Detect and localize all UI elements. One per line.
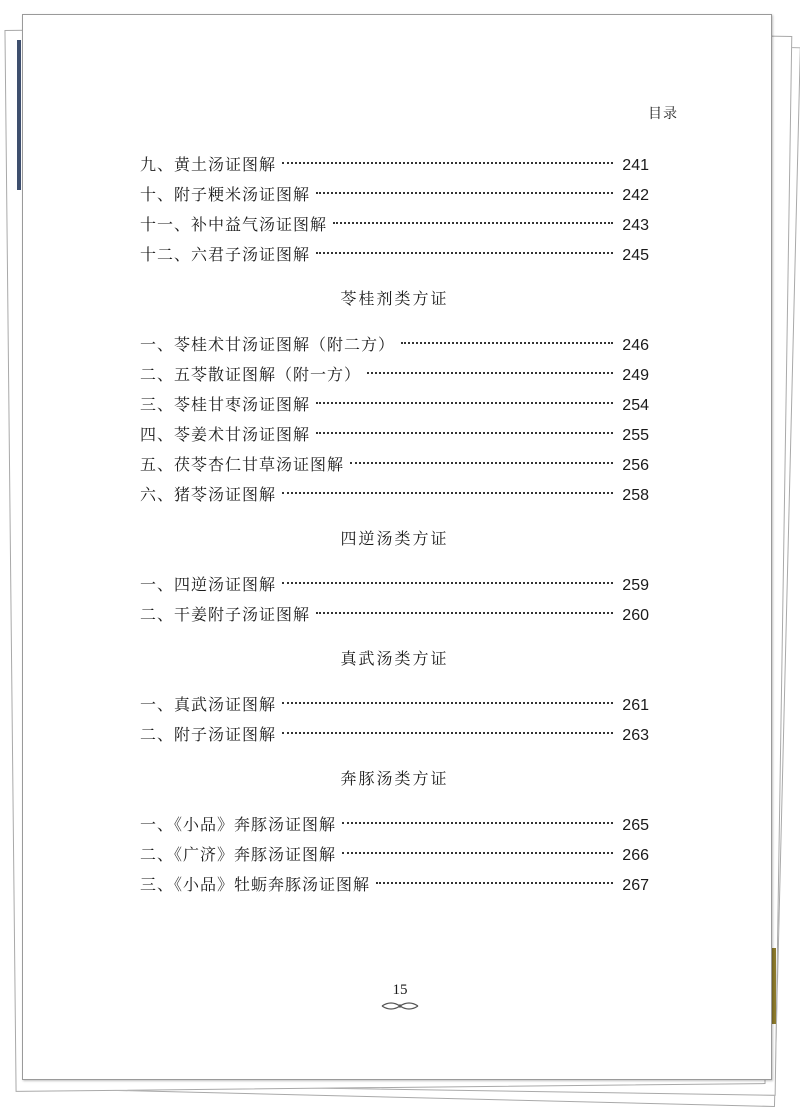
dot-leader — [282, 162, 613, 164]
toc-entry-title: 一、真武汤证图解 — [140, 695, 277, 714]
back-cover-edge-left — [17, 40, 21, 190]
toc-entry-title: 一、苓桂术甘汤证图解（附二方） — [140, 335, 396, 354]
toc-entry-page: 258 — [622, 487, 649, 504]
toc-entry[interactable] — [140, 150, 649, 180]
dot-leader — [282, 582, 613, 584]
dot-leader — [316, 432, 613, 434]
toc-entry-title: 二、附子汤证图解 — [140, 725, 277, 744]
toc-entry-page: 243 — [622, 217, 649, 234]
section-heading: 四逆汤类方证 — [340, 529, 449, 548]
toc-entry-page: 265 — [622, 817, 649, 834]
dot-leader — [342, 822, 613, 824]
toc-entry-title: 十一、补中益气汤证图解 — [140, 215, 328, 234]
toc-entry[interactable] — [140, 360, 649, 390]
toc-entry-page: 249 — [622, 367, 649, 384]
running-header: 目录 — [648, 106, 678, 122]
toc-entry[interactable] — [140, 570, 649, 600]
toc-entry-page: 256 — [622, 457, 649, 474]
toc-entry-title: 十二、六君子汤证图解 — [140, 245, 311, 264]
dot-leader — [376, 882, 613, 884]
toc-entry-page: 260 — [622, 607, 649, 624]
toc-entry-page: 266 — [622, 847, 649, 864]
dot-leader — [367, 372, 613, 374]
toc-entry-title: 五、茯苓杏仁甘草汤证图解 — [140, 455, 345, 474]
toc-entry-title: 九、黄土汤证图解 — [140, 155, 277, 174]
page-footer — [0, 982, 800, 1011]
toc-entry-page: 254 — [622, 397, 649, 414]
toc-entry[interactable] — [140, 420, 649, 450]
toc-entry-page: 246 — [622, 337, 649, 354]
dot-leader — [282, 702, 613, 704]
toc-entry-title: 二、五苓散证图解（附一方） — [140, 365, 362, 384]
dot-leader — [333, 222, 613, 224]
toc-entry[interactable] — [140, 210, 649, 240]
toc-entry-title: 二、《广济》奔豚汤证图解 — [140, 845, 337, 864]
toc-entry-title: 六、猪苓汤证图解 — [140, 485, 277, 504]
toc-entry-title: 一、四逆汤证图解 — [140, 575, 277, 594]
toc-entry[interactable] — [140, 840, 649, 870]
page-number: 15 — [392, 982, 408, 998]
toc-entry[interactable] — [140, 690, 649, 720]
toc-entry[interactable] — [140, 180, 649, 210]
toc-entry[interactable] — [140, 600, 649, 630]
toc-entry[interactable] — [140, 480, 649, 510]
dot-leader — [316, 402, 613, 404]
toc-entry[interactable] — [140, 390, 649, 420]
toc-entry-title: 十、附子粳米汤证图解 — [140, 185, 311, 204]
toc-entry[interactable] — [140, 330, 649, 360]
dot-leader — [350, 462, 613, 464]
toc-entry-title: 三、苓桂甘枣汤证图解 — [140, 395, 311, 414]
toc-entry-page: 245 — [622, 247, 649, 264]
toc-entry-title: 三、《小品》牡蛎奔豚汤证图解 — [140, 875, 371, 894]
dot-leader — [316, 612, 613, 614]
toc-entry-page: 241 — [622, 157, 649, 174]
toc-entry[interactable] — [140, 240, 649, 270]
section-heading: 奔豚汤类方证 — [340, 769, 449, 788]
toc-entry[interactable] — [140, 810, 649, 840]
dot-leader — [282, 732, 613, 734]
toc-entry[interactable] — [140, 870, 649, 900]
section-heading: 苓桂剂类方证 — [340, 289, 449, 308]
toc-entry[interactable] — [140, 720, 649, 750]
toc-entry-page: 259 — [622, 577, 649, 594]
toc-entry-title: 一、《小品》奔豚汤证图解 — [140, 815, 337, 834]
toc-entry-title: 二、干姜附子汤证图解 — [140, 605, 311, 624]
table-of-contents — [140, 150, 649, 900]
dot-leader — [401, 342, 613, 344]
toc-entry-page: 263 — [622, 727, 649, 744]
toc-entry-page: 242 — [622, 187, 649, 204]
toc-entry[interactable] — [140, 450, 649, 480]
dot-leader — [282, 492, 613, 494]
toc-entry-title: 四、苓姜术甘汤证图解 — [140, 425, 311, 444]
section-heading: 真武汤类方证 — [340, 649, 449, 668]
dot-leader — [316, 192, 613, 194]
dot-leader — [342, 852, 613, 854]
toc-entry-page: 255 — [622, 427, 649, 444]
ornament-flourish-icon — [380, 1001, 420, 1011]
toc-entry-page: 267 — [622, 877, 649, 894]
toc-entry-page: 261 — [622, 697, 649, 714]
dot-leader — [316, 252, 613, 254]
